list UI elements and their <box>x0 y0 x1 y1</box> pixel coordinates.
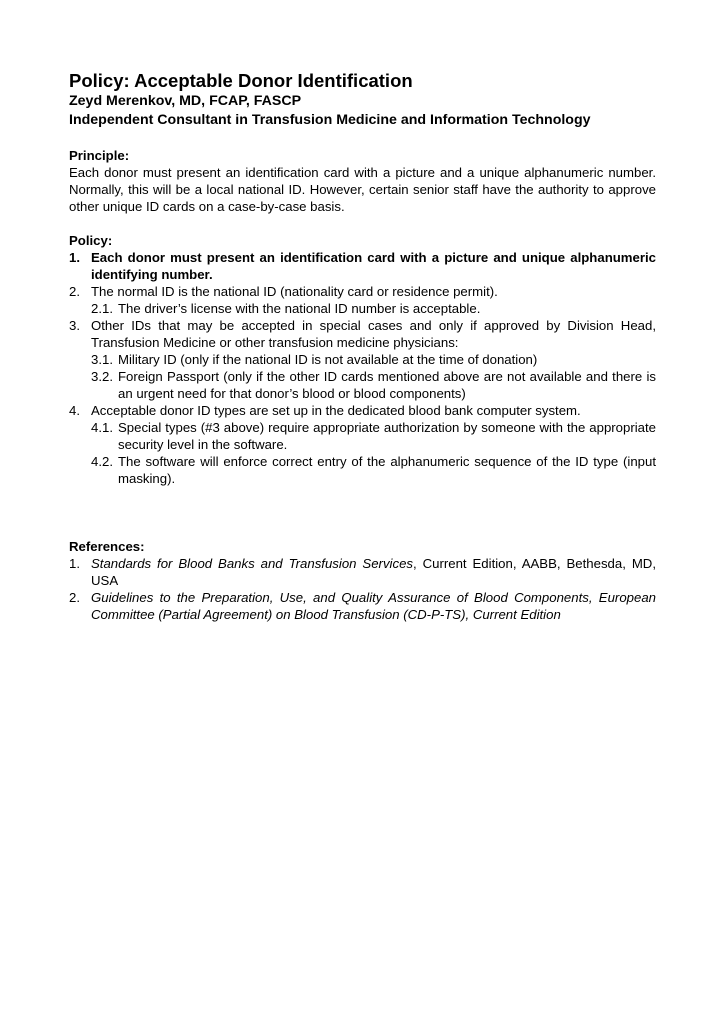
reference-title: Guidelines to the Preparation, Use, and Quality Assurance of Blood Components, European Committee (Partial Agreement) on Blood Transfusion (CD-P-TS), Current Edition <box>91 590 656 622</box>
policy-item-3-1: 3.1. Military ID (only if the national ID is not available at the time of donation) <box>91 352 538 367</box>
document-title: Policy: Acceptable Donor Identification <box>69 70 413 91</box>
policy-heading: Policy: <box>69 233 113 248</box>
reference-item-1: 1. Standards for Blood Banks and Transfusion Services, Current Edition, AABB, Bethesda, MD, USA <box>69 556 656 588</box>
reference-item-2: 2. Guidelines to the Preparation, Use, and Quality Assurance of Blood Components, European Committee (Partial Agreement) on Blood Transfusion (CD-P-TS), Current Edition <box>69 590 656 622</box>
reference-title: Standards for Blood Banks and Transfusion Services <box>91 556 413 571</box>
policy-item-2: 2. The normal ID is the national ID (nationality card or residence permit). <box>69 284 498 299</box>
document-page <box>69 70 656 623</box>
policy-item-3: 3. Other IDs that may be accepted in special cases and only if approved by Division Head, Transfusion Medicine or other transfusion medicine physicians: <box>69 318 656 350</box>
affiliation-line: Independent Consultant in Transfusion Medicine and Information Technology <box>69 112 591 128</box>
policy-item-2-1: 2.1. The driver’s license with the national ID number is acceptable. <box>91 301 481 316</box>
principle-text: Each donor must present an identification card with a picture and a unique alphanumeric number. Normally, this will be a local national ID. However, certain senior staff have the authority to approve other unique ID cards on a case-by-case basis. <box>69 165 656 214</box>
policy-item-4-2: 4.2. The software will enforce correct entry of the alphanumeric sequence of the ID type (input masking). <box>91 454 656 486</box>
author-line: Zeyd Merenkov, MD, FCAP, FASCP <box>69 93 302 109</box>
policy-item-4-1: 4.1. Special types (#3 above) require appropriate authorization by someone with the appropriate security level in the software. <box>91 420 656 452</box>
policy-item-1: 1. Each donor must present an identification card with a picture and unique alphanumeric identifying number. <box>69 250 656 282</box>
references-heading: References: <box>69 539 145 554</box>
principle-heading: Principle: <box>69 148 130 163</box>
policy-item-3-2: 3.2. Foreign Passport (only if the other ID cards mentioned above are not available and there is an urgent need for that donor’s blood or blood components) <box>91 369 656 401</box>
policy-item-4: 4. Acceptable donor ID types are set up in the dedicated blood bank computer system. <box>69 403 581 418</box>
